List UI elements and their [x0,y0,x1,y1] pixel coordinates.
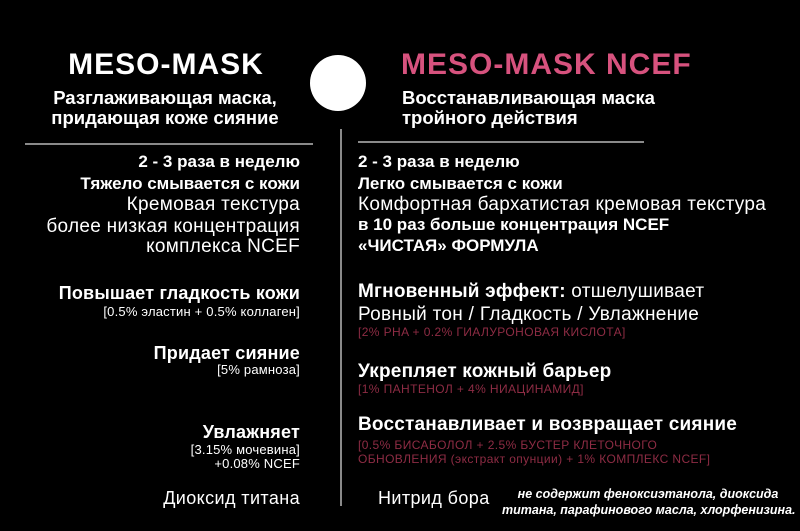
left-benefit1-title: Повышает гладкость кожи [58,283,300,303]
right-benefit1-ingredients: [2% PHA + 0.2% ГИАЛУРОНОВАЯ КИСЛОТА] [358,325,626,339]
right-benefit1-title [358,281,794,303]
left-subtitle-line2: придающая коже сияние [51,107,279,128]
right-concentration: в 10 раз больше концентрация NCEF [358,215,670,234]
right-product-title: MESO-MASK NCEF [401,48,692,81]
left-benefit1-ingredients: [0.5% эластин + 0.5% коллаген] [103,304,300,319]
right-product-subtitle [402,88,655,128]
right-subtitle-line1: Восстанавливающая маска [402,87,655,108]
right-benefit2-ingredients: [1% ПАНТЕНОЛ + 4% НИАЦИНАМИД] [358,382,584,396]
right-texture: Комфортная бархатистая кремовая текстура [358,194,767,215]
left-subtitle-line1: Разглаживающая маска, [53,87,277,108]
left-benefit3-ingredients-line1: [3.15% мочевина] [190,442,300,457]
left-texture: Кремовая текстура [126,194,300,215]
right-mineral: Нитрид бора [378,488,490,508]
left-mineral: Диоксид титана [163,488,300,508]
right-wash-off: Легко смывается с кожи [358,174,563,193]
right-benefit1-title-rest: отшелушивает [571,281,705,302]
disclaimer-note [502,487,794,518]
left-frequency: 2 - 3 раза в неделю [138,152,300,171]
left-concentration-line2: комплекса NCEF [146,236,300,257]
right-benefit1-title-bold: Мгновенный эффект: [358,281,566,302]
left-benefit2-ingredients: [5% рамноза] [217,362,300,377]
right-frequency: 2 - 3 раза в неделю [358,152,520,171]
left-product-subtitle [10,88,320,128]
right-formula: «ЧИСТАЯ» ФОРМУЛА [358,236,539,255]
left-benefit2-title: Придает сияние [153,343,300,363]
left-product-title: MESO-MASK [68,48,264,81]
vertical-divider-line [340,129,342,506]
right-benefit3-title: Восстанавливает и возвращает сияние [358,414,738,435]
disclaimer-line1: не содержит феноксиэтанола, диоксида [517,487,779,501]
divider-circle [310,55,366,111]
right-benefit2-title: Укрепляет кожный барьер [358,361,612,382]
left-concentration-line1: более низкая концентрация [46,216,300,237]
right-benefit3-ingredients-line2: ОБНОВЛЕНИЯ (экстракт опунции) + 1% КОМПЛЕКС NCEF] [358,452,711,466]
left-header-rule [25,143,313,145]
right-benefit1-line2: Ровный тон / Гладкость / Увлажнение [358,304,700,325]
right-subtitle-line2: тройного действия [402,107,578,128]
left-wash-off: Тяжело смывается с кожи [80,174,300,193]
right-benefit3-ingredients-line1: [0.5% БИСАБОЛОЛ + 2.5% БУСТЕР КЛЕТОЧНОГО [358,438,658,452]
left-benefit3-ingredients-line2: +0.08% NCEF [214,456,300,471]
right-header-rule [358,141,644,143]
disclaimer-line2: титана, парафинового масла, хлорфенизина. [502,502,796,517]
left-benefit3-title: Увлажняет [202,422,300,442]
